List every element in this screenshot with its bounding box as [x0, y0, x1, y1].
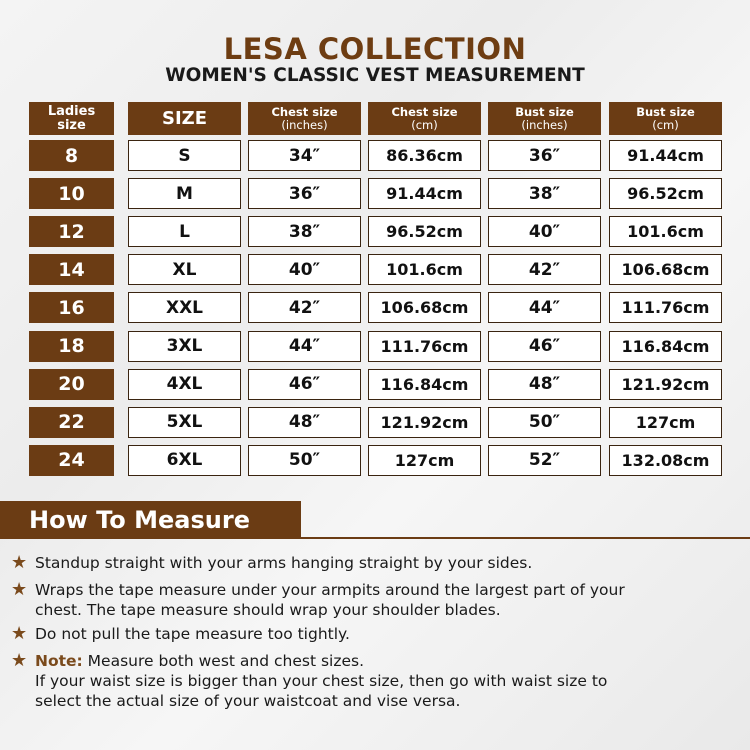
instruction-text-continued: chest. The tape measure should wrap your shoulder blades.	[35, 601, 501, 619]
table-cell: 50″	[488, 407, 601, 438]
table-cell: 40″	[488, 216, 601, 247]
table-cell: S	[128, 140, 241, 171]
column-header-label: Bust size	[515, 104, 574, 119]
ladies-size-cell: 18	[29, 331, 114, 362]
instruction-note	[11, 651, 741, 711]
ladies-size-cell: 8	[29, 140, 114, 171]
ladies-size-cell: 16	[29, 292, 114, 323]
table-cell: 38″	[488, 178, 601, 209]
note-text-continued: select the actual size of your waistcoat and vise versa.	[35, 692, 461, 710]
column-header-label: Ladies	[47, 103, 96, 119]
column-header	[368, 102, 481, 135]
table-cell: 106.68cm	[609, 254, 722, 285]
table-cell: XXL	[128, 292, 241, 323]
table-cell: L	[128, 216, 241, 247]
table-cell: 46″	[488, 331, 601, 362]
table-cell: 34″	[248, 140, 361, 171]
column-header	[29, 102, 114, 135]
star-icon: ★	[11, 650, 28, 671]
instruction-text: Standup straight with your arms hanging straight by your sides.	[35, 554, 533, 572]
table-cell: 40″	[248, 254, 361, 285]
table-cell: 3XL	[128, 331, 241, 362]
instruction-item	[11, 624, 741, 644]
table-cell: 101.6cm	[609, 216, 722, 247]
table-cell: 96.52cm	[368, 216, 481, 247]
column-header-label: SIZE	[161, 108, 207, 129]
note-text: Measure both west and chest sizes.	[82, 652, 365, 670]
ladies-size-cell: 24	[29, 445, 114, 476]
ladies-size-cell: 22	[29, 407, 114, 438]
column-header-label: Chest size	[391, 104, 458, 119]
ladies-size-cell: 12	[29, 216, 114, 247]
column-header-unit: size	[57, 117, 86, 133]
star-icon: ★	[11, 552, 28, 573]
table-cell: 36″	[488, 140, 601, 171]
column-header	[248, 102, 361, 135]
table-cell: 121.92cm	[368, 407, 481, 438]
column-header-unit: (inches)	[281, 117, 328, 132]
table-cell: 121.92cm	[609, 369, 722, 400]
table-cell: 48″	[248, 407, 361, 438]
table-cell: 42″	[488, 254, 601, 285]
table-cell: 6XL	[128, 445, 241, 476]
table-cell: 38″	[248, 216, 361, 247]
column-header-label: Bust size	[636, 104, 695, 119]
table-cell: 42″	[248, 292, 361, 323]
table-cell: 52″	[488, 445, 601, 476]
column-header-unit: (cm)	[411, 117, 438, 132]
column-header-unit: (inches)	[521, 117, 568, 132]
how-to-measure-label: How To Measure	[29, 506, 250, 534]
table-cell: 36″	[248, 178, 361, 209]
table-cell: 50″	[248, 445, 361, 476]
table-cell: 127cm	[368, 445, 481, 476]
instruction-text: Do not pull the tape measure too tightly.	[35, 625, 350, 643]
table-cell: 111.76cm	[609, 292, 722, 323]
page-subtitle: WOMEN'S CLASSIC VEST MEASUREMENT	[165, 65, 585, 86]
note-text-continued: If your waist size is bigger than your chest size, then go with waist size to	[35, 672, 608, 690]
ladies-size-cell: 20	[29, 369, 114, 400]
section-divider	[0, 537, 750, 539]
star-icon: ★	[11, 579, 28, 600]
table-cell: XL	[128, 254, 241, 285]
page-title: LESA COLLECTION	[223, 32, 527, 66]
table-cell: 127cm	[609, 407, 722, 438]
column-header	[609, 102, 722, 135]
table-cell: 46″	[248, 369, 361, 400]
table-cell: M	[128, 178, 241, 209]
how-to-measure-heading	[0, 501, 301, 539]
table-cell: 48″	[488, 369, 601, 400]
table-cell: 44″	[248, 331, 361, 362]
table-cell: 86.36cm	[368, 140, 481, 171]
instruction-item	[11, 553, 741, 573]
table-cell: 116.84cm	[368, 369, 481, 400]
table-cell: 101.6cm	[368, 254, 481, 285]
table-cell: 4XL	[128, 369, 241, 400]
table-cell: 111.76cm	[368, 331, 481, 362]
ladies-size-cell: 10	[29, 178, 114, 209]
star-icon: ★	[11, 623, 28, 644]
column-header-label: Chest size	[271, 104, 338, 119]
column-header	[488, 102, 601, 135]
ladies-size-cell: 14	[29, 254, 114, 285]
table-cell: 44″	[488, 292, 601, 323]
table-cell: 91.44cm	[368, 178, 481, 209]
note-label: Note:	[35, 652, 83, 670]
table-cell: 106.68cm	[368, 292, 481, 323]
table-cell: 116.84cm	[609, 331, 722, 362]
instruction-item	[11, 580, 741, 620]
table-cell: 96.52cm	[609, 178, 722, 209]
table-cell: 5XL	[128, 407, 241, 438]
column-header-unit: (cm)	[652, 117, 679, 132]
column-header	[128, 102, 241, 135]
table-cell: 91.44cm	[609, 140, 722, 171]
instruction-text: Wraps the tape measure under your armpits around the largest part of your	[35, 581, 625, 599]
table-cell: 132.08cm	[609, 445, 722, 476]
